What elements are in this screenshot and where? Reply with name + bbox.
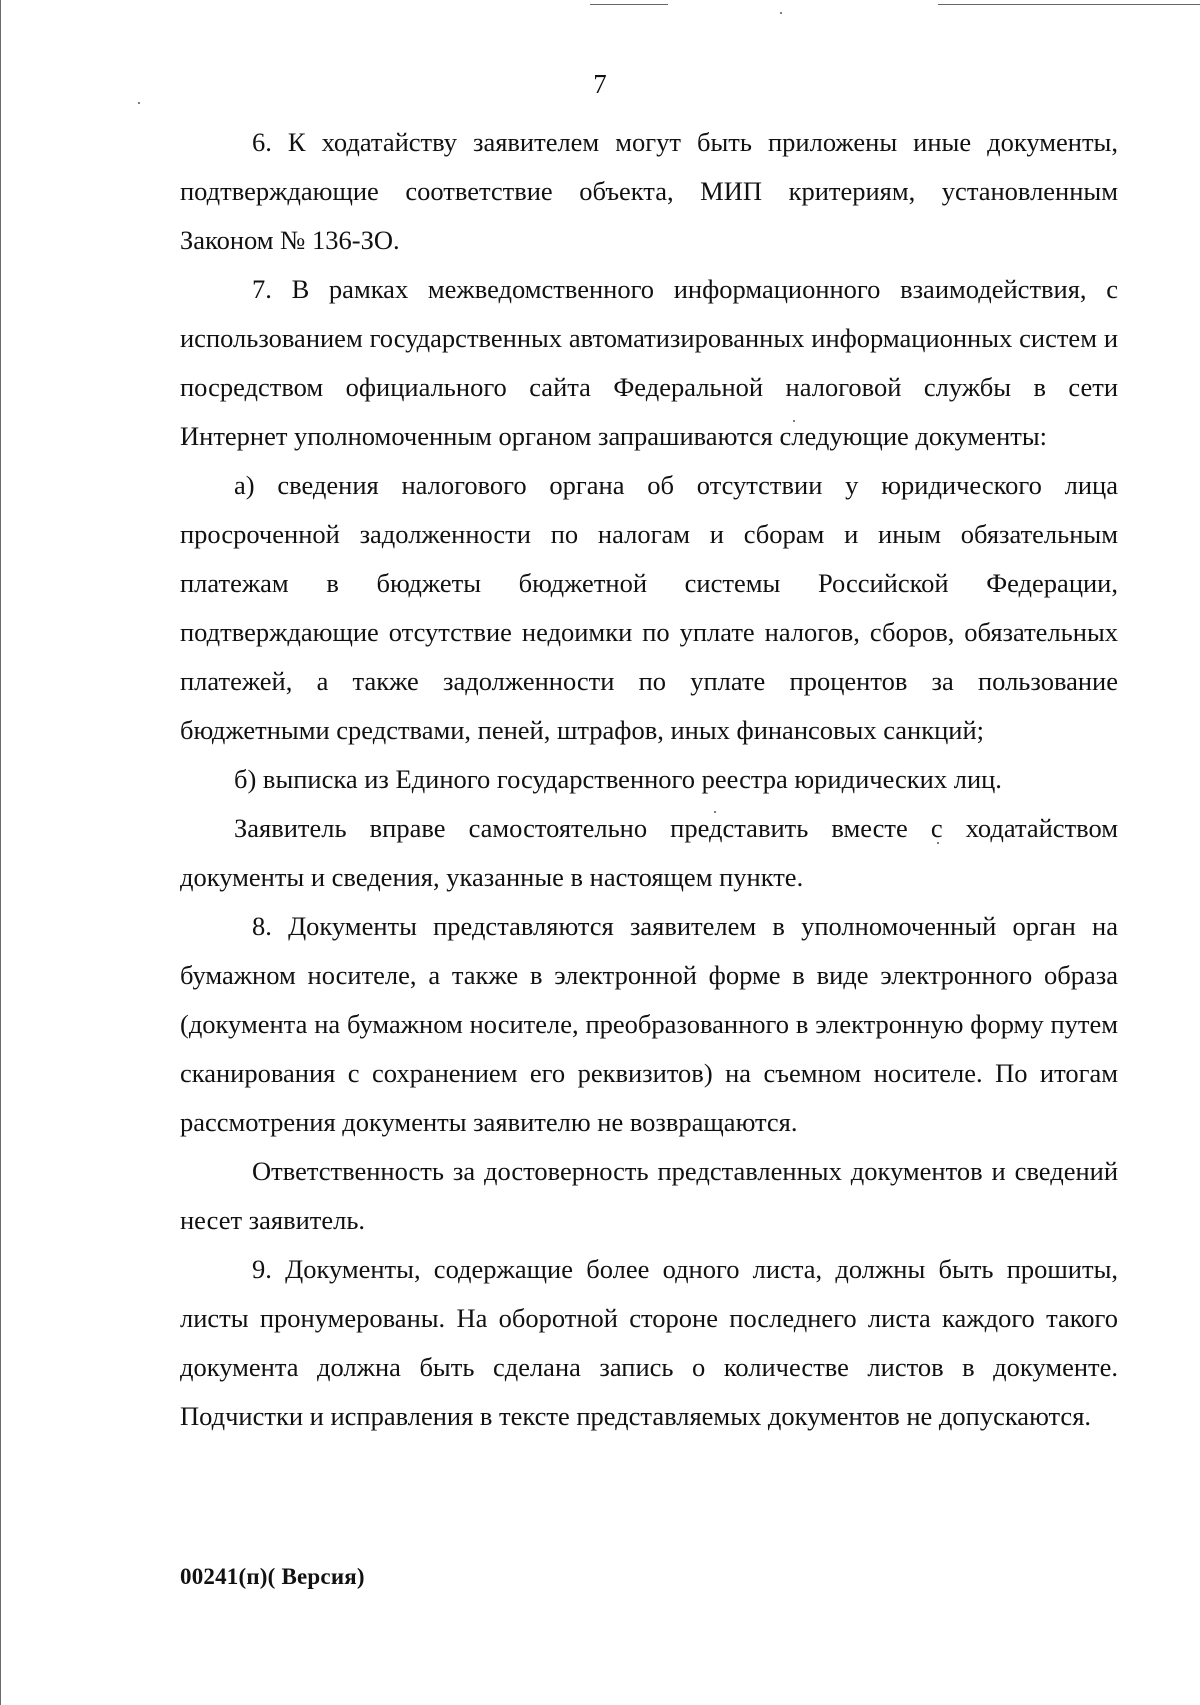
paragraph-7-item-b: б) выписка из Единого государственного реестра юридических лиц. [234, 764, 1002, 794]
page-number: 7 [593, 69, 607, 99]
paragraph-8-note: Ответственность за достоверность представленных документов и сведений несет заявитель. [180, 1156, 1118, 1235]
scan-left-edge [0, 0, 1, 1705]
paragraph-7: 7. В рамках межведомственного информационного взаимодействия, с использованием государственных автоматизированных информационных систем и посредством официального сайта Федеральной налоговой службы в сети Интернет уполномоченным органом запрашиваются следующие документы: [180, 274, 1118, 451]
paragraph-7-note: Заявитель вправе самостоятельно представить вместе с ходатайством документы и сведения, указанные в настоящем пункте. [180, 813, 1118, 892]
paragraph-7-item-a: а) сведения налогового органа об отсутствии у юридического лица просроченной задолженности по налогам и сборам и иным обязательным платежам в бюджеты бюджетной системы Российской Федерации, подтверждающие отсутствие недоимки по уплате налогов, сборов, обязательных платежей, а также задолженности по уплате процентов за пользование бюджетными средствами, пеней, штрафов, иных финансовых санкций; [180, 470, 1118, 745]
paragraph-6: 6. К ходатайству заявителем могут быть приложены иные документы, подтверждающие соответствие объекта, МИП критериям, установленным Законом № 136-ЗО. [180, 127, 1118, 255]
scan-top-mark [590, 4, 668, 5]
scan-speck [138, 102, 140, 104]
paragraph-8: 8. Документы представляются заявителем в уполномоченный орган на бумажном носителе, а также в электронной форме в виде электронного образа (документа на бумажном носителе, преобразованного в электронную форму путем сканирования с сохранением его реквизитов) на съемном носителе. По итогам рассмотрения документы заявителю не возвращаются. [180, 911, 1118, 1137]
scan-top-mark [938, 4, 1200, 5]
paragraph-9: 9. Документы, содержащие более одного листа, должны быть прошиты, листы пронумерованы. На оборотной стороне последнего листа каждого такого документа должна быть сделана запись о количестве листов в документе. Подчистки и исправления в тексте представляемых документов не допускаются. [180, 1254, 1118, 1431]
document-footer-code: 00241(п)( Версия) [180, 1564, 365, 1589]
scan-speck [780, 12, 782, 14]
document-body [180, 118, 1118, 1441]
